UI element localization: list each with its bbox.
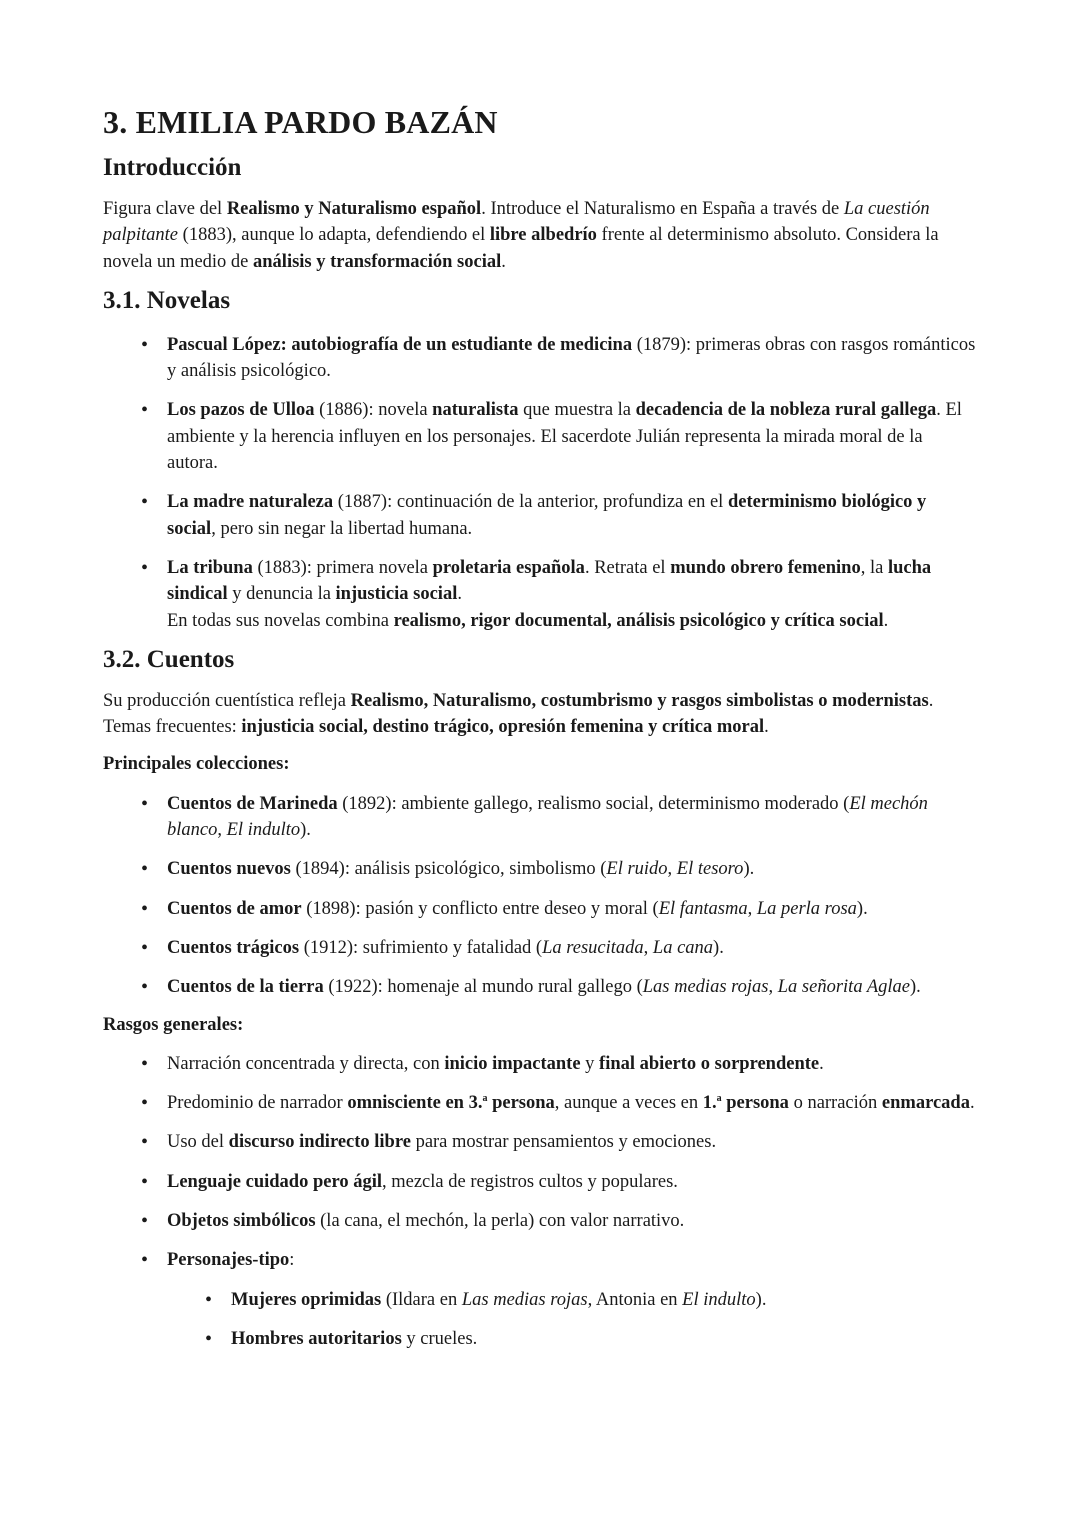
text-run: El fantasma: [658, 898, 748, 919]
text-run: . Temas frecuentes:: [103, 690, 934, 738]
text-run: 1.: [702, 1093, 717, 1114]
rasgos-list: [167, 1051, 976, 1274]
text-run: , pero sin negar la libertad humana.: [211, 518, 473, 539]
list-item: [167, 935, 976, 961]
text-run: (1883), aunque lo adapta, defendiendo el: [178, 225, 490, 246]
text-run: La cana: [652, 937, 714, 958]
text-run: (1883): primera novela: [252, 557, 433, 578]
text-run: ,: [643, 937, 653, 958]
personajes-wrapper: [167, 1287, 976, 1353]
text-run: La resucitada: [542, 937, 644, 958]
text-run: (1922): homenaje al mundo rural gallego (: [323, 977, 643, 998]
list-item: [167, 791, 976, 844]
text-run: El indulto: [682, 1289, 756, 1310]
text-run: análisis y transformación social: [253, 251, 502, 272]
text-run: .: [764, 717, 769, 738]
cuentos-heading: 3.2. Cuentos: [103, 645, 235, 673]
text-run: final abierto o sorprendente: [599, 1053, 820, 1074]
list-item: [167, 489, 976, 542]
list-item: [167, 397, 976, 476]
text-run: (1898): pasión y conflicto entre deseo y moral (: [301, 898, 659, 919]
intro-heading: Introducción: [103, 154, 242, 181]
cuentos-paragraph: [103, 688, 976, 741]
text-run: y: [580, 1053, 600, 1074]
text-run: , Antonia en: [587, 1289, 683, 1310]
personajes-container: [167, 1287, 976, 1353]
text-run: .: [883, 610, 889, 631]
list-item: [167, 555, 976, 634]
text-run: Cuentos nuevos: [167, 859, 291, 880]
text-run: lucha sindical: [167, 557, 932, 605]
list-item: [231, 1326, 976, 1352]
text-run: ).: [856, 898, 868, 919]
text-run: y crueles.: [401, 1328, 478, 1349]
text-run: ).: [910, 977, 921, 998]
novelas-list: [167, 332, 976, 634]
text-run: Cuentos de Marineda: [167, 793, 338, 814]
text-run: para mostrar pensamientos y emociones.: [410, 1132, 717, 1153]
text-run: Uso del: [167, 1132, 229, 1153]
text-run: ,: [768, 977, 778, 998]
text-run: Mujeres oprimidas: [231, 1289, 382, 1310]
text-run: La señorita Aglae: [777, 977, 911, 998]
text-run: enmarcada: [881, 1093, 970, 1114]
text-run: (1892): ambiente gallego, realismo social, determinismo moderado (: [337, 793, 850, 814]
colecciones-label: Principales colecciones:: [103, 754, 290, 775]
text-run: frente al determinismo absoluto. Considera la novela un medio de: [103, 225, 939, 272]
text-run: (1887): continuación de la anterior, profundiza en el: [333, 492, 728, 513]
text-run: (la cana, el mechón, la perla) con valor narrativo.: [315, 1211, 685, 1232]
text-run: (1894): análisis psicológico, simbolismo (: [290, 859, 607, 880]
text-run: Las medias rojas: [461, 1289, 588, 1310]
text-run: realismo, rigor documental, análisis psicológico y crítica social: [393, 610, 884, 631]
text-run: Hombres autoritarios: [231, 1328, 402, 1349]
colecciones-list: [167, 791, 976, 1001]
text-run: proletaria española: [432, 557, 585, 578]
text-run: Cuentos de amor: [167, 898, 302, 919]
list-item: [231, 1287, 976, 1313]
text-run: Predominio de narrador: [167, 1093, 348, 1114]
list-item: [167, 1090, 976, 1116]
text-run: a: [716, 1093, 722, 1105]
text-run: ).: [755, 1289, 767, 1310]
text-run: libre albedrío: [489, 225, 597, 246]
list-item: [167, 1208, 976, 1234]
text-run: injusticia social, destino trágico, opresión femenina y crítica moral: [241, 717, 765, 738]
text-run: discurso indirecto libre: [228, 1132, 411, 1153]
text-run: ,: [667, 859, 677, 880]
text-run: (1886): novela: [314, 400, 433, 421]
novelas-heading: 3.1. Novelas: [103, 286, 231, 314]
text-run: . Introduce el Naturalismo en España a través de: [481, 199, 844, 219]
text-run: (1879): primeras obras con rasgos románticos y análisis psicológico.: [167, 334, 976, 382]
text-run: Narración concentrada y directa, con: [167, 1053, 445, 1074]
text-run: El ruido: [606, 859, 668, 880]
text-run: . Retrata el: [584, 557, 671, 578]
text-run: La madre naturaleza: [167, 492, 334, 513]
list-item: [167, 1051, 976, 1077]
text-run: persona: [487, 1093, 555, 1114]
text-run: ,: [747, 898, 757, 919]
text-run: Objetos simbólicos: [167, 1211, 316, 1232]
list-item: [167, 856, 976, 882]
text-run: decadencia de la nobleza rural gallega: [635, 400, 937, 421]
text-run: Cuentos de la tierra: [167, 977, 324, 998]
text-run: .: [501, 251, 506, 272]
text-run: naturalista: [432, 400, 519, 421]
text-run: .: [969, 1093, 975, 1114]
text-run: a: [482, 1093, 488, 1105]
list-item: [167, 1247, 976, 1273]
text-run: .: [819, 1053, 824, 1074]
personajes-list: [231, 1287, 976, 1353]
list-item: [167, 1129, 976, 1155]
text-run: En todas sus novelas combina: [167, 610, 394, 631]
text-run: ).: [743, 859, 755, 880]
text-run: Cuentos trágicos: [167, 937, 300, 958]
text-run: Realismo y Naturalismo español: [226, 199, 482, 219]
text-run: Las medias rojas: [642, 977, 769, 998]
text-run: (1912): sufrimiento y fatalidad (: [299, 937, 543, 958]
text-run: persona: [721, 1093, 789, 1114]
text-run: (Ildara en: [381, 1289, 462, 1310]
document-title: 3. EMILIA PARDO BAZÁN: [103, 104, 498, 140]
list-item: [167, 974, 976, 1000]
text-run: , aunque a veces en: [554, 1093, 703, 1114]
text-run: que muestra la: [518, 400, 636, 421]
text-run: inicio impactante: [444, 1053, 581, 1074]
text-run: mundo obrero femenino: [670, 557, 861, 578]
text-run: o narración: [788, 1093, 882, 1114]
text-run: injusticia social: [335, 584, 458, 605]
text-run: Su producción cuentística refleja: [103, 690, 351, 711]
text-run: .: [457, 584, 462, 605]
text-run: . El ambiente y la herencia influyen en los personajes. El sacerdote Julián representa la mirada moral de la autora.: [167, 400, 962, 474]
rasgos-label: Rasgos generales:: [103, 1014, 244, 1035]
text-run: omnisciente en 3.: [347, 1093, 483, 1114]
text-run: Pascual López: autobiografía de un estudiante de medicina: [167, 334, 633, 355]
text-run: Realismo, Naturalismo, costumbrismo y rasgos simbolistas o modernistas: [350, 690, 929, 711]
text-run: La perla rosa: [756, 898, 857, 919]
text-run: ).: [300, 820, 311, 841]
text-run: La cuestión palpitante: [103, 199, 930, 246]
text-run: , la: [860, 557, 888, 578]
text-run: El indulto: [226, 820, 301, 841]
text-run: ,: [217, 820, 227, 841]
text-run: determinismo biológico y social: [167, 492, 927, 539]
text-run: :: [289, 1250, 295, 1271]
text-run: Personajes-tipo: [167, 1250, 290, 1271]
intro-paragraph: [103, 196, 976, 275]
text-run: El tesoro: [676, 859, 744, 880]
text-run: , mezcla de registros cultos y populares.: [382, 1171, 678, 1192]
text-run: Los pazos de Ulloa: [167, 400, 315, 421]
text-run: ).: [713, 937, 724, 958]
text-run: La tribuna: [167, 557, 253, 578]
text-run: El mechón blanco: [167, 793, 928, 841]
list-item: [167, 332, 976, 385]
list-item: [167, 1169, 976, 1195]
text-run: y denuncia la: [227, 584, 336, 605]
text-run: Figura clave del: [103, 199, 227, 219]
text-run: Lenguaje cuidado pero ágil: [167, 1171, 382, 1192]
list-item: [167, 896, 976, 922]
